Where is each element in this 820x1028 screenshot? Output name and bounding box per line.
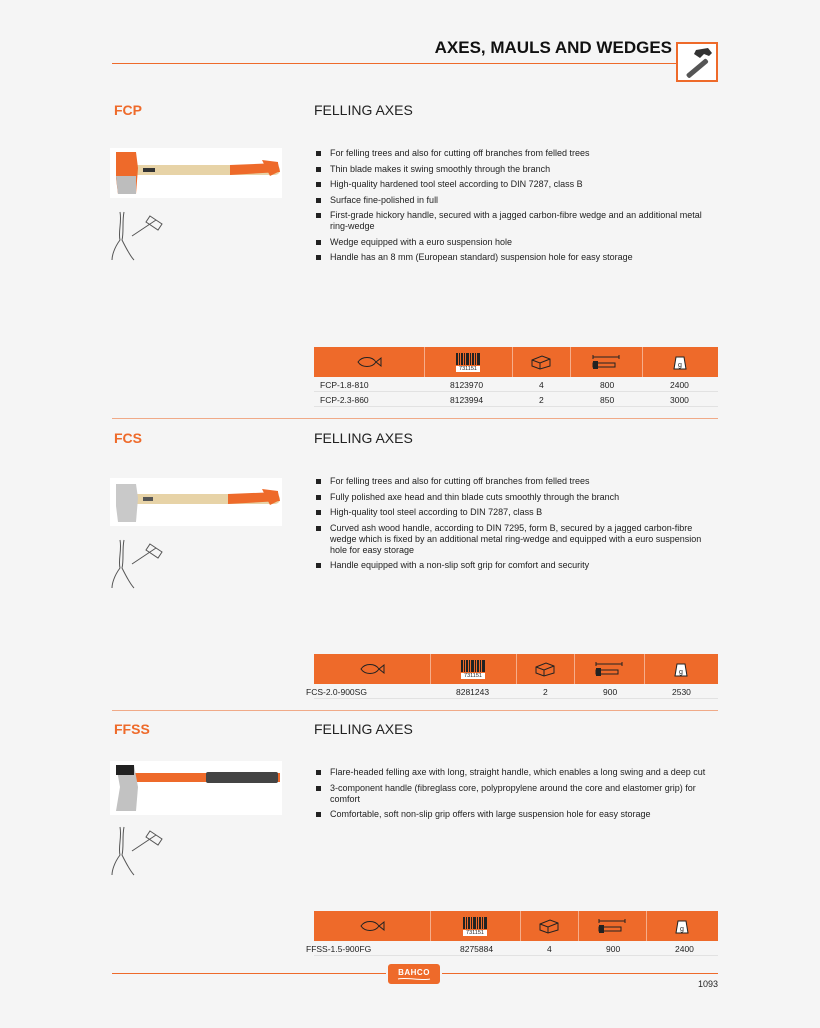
- felling-usage-sketch: [110, 538, 166, 590]
- feature-item: Comfortable, soft non-slip grip offers with large suspension hole for easy storage: [316, 809, 720, 820]
- table-row: [306, 684, 718, 699]
- barcode-icon: [430, 654, 516, 684]
- feature-item: High-quality tool steel according to DIN 7287, class B: [316, 507, 720, 518]
- length-value: 850: [600, 395, 615, 405]
- feature-item: Handle equipped with a non-slip soft grip for comfort and security: [316, 560, 720, 571]
- svg-text:g: g: [680, 926, 684, 933]
- section-subtitle: FELLING AXES: [314, 102, 413, 118]
- feature-item: Curved ash wood handle, according to DIN 7295, form B, secured by a jagged carbon-fibre wedge which is fixed by an additional metal ring-wedge and equipped with a euro suspension hole for easy storage: [316, 523, 720, 556]
- feature-item: Fully polished axe head and thin blade cuts smoothly through the branch: [316, 492, 720, 503]
- package-quantity: 2: [539, 395, 544, 405]
- package-quantity: 4: [547, 944, 552, 954]
- section-subtitle: FELLING AXES: [314, 430, 413, 446]
- feature-item: For felling trees and also for cutting off branches from felled trees: [316, 148, 720, 159]
- length-measure-icon: [578, 911, 646, 941]
- feature-item: Surface fine-polished in full: [316, 195, 720, 206]
- length-measure-icon: [570, 347, 642, 377]
- spec-table-header: [314, 911, 718, 941]
- feature-list: [316, 767, 720, 825]
- package-box-icon: [512, 347, 570, 377]
- feature-list: [316, 148, 720, 268]
- feature-item: Thin blade makes it swing smoothly through the branch: [316, 164, 720, 175]
- product-photo: [110, 148, 282, 198]
- fish-icon: [314, 654, 430, 684]
- section-divider: [112, 710, 718, 711]
- feature-item: Handle has an 8 mm (European standard) suspension hole for easy storage: [316, 252, 720, 263]
- article-number: FCP-2.3-860: [320, 395, 369, 405]
- feature-item: Wedge equipped with a euro suspension hole: [316, 237, 720, 248]
- section-subtitle: FELLING AXES: [314, 721, 413, 737]
- package-quantity: 4: [539, 380, 544, 390]
- feature-list: [316, 476, 720, 576]
- article-number: FFSS-1.5-900FG: [306, 944, 372, 954]
- article-number: FCP-1.8-810: [320, 380, 369, 390]
- product-code: FCP: [114, 102, 142, 118]
- barcode-number: 731151: [456, 366, 480, 372]
- ean-code: 8123994: [450, 395, 484, 405]
- spec-table: [306, 911, 718, 956]
- feature-item: For felling trees and also for cutting off branches from felled trees: [316, 476, 720, 487]
- feature-item: Flare-headed felling axe with long, straight handle, which enables a long swing and a deep cut: [316, 767, 720, 778]
- article-number: FCS-2.0-900SG: [306, 687, 367, 697]
- product-code: FFSS: [114, 721, 150, 737]
- length-value: 900: [603, 687, 618, 697]
- svg-text:g: g: [679, 669, 683, 676]
- spec-table: [306, 654, 718, 699]
- page-number: 1093: [697, 979, 718, 989]
- length-value: 800: [600, 380, 615, 390]
- weight-value: 2400: [675, 944, 694, 954]
- svg-text:g: g: [678, 362, 682, 369]
- feature-item: High-quality hardened tool steel according to DIN 7287, class B: [316, 179, 720, 190]
- product-photo: [110, 761, 282, 815]
- section-divider: [112, 418, 718, 419]
- barcode-number: 731151: [461, 673, 485, 679]
- table-row: [306, 941, 718, 956]
- fish-icon: [314, 347, 424, 377]
- package-box-icon: [520, 911, 578, 941]
- page-title: AXES, MAULS AND WEDGES: [434, 38, 672, 57]
- length-value: 900: [606, 944, 621, 954]
- weight-value: 3000: [670, 395, 689, 405]
- weight-icon: [644, 654, 718, 684]
- felling-usage-sketch: [110, 825, 166, 877]
- table-row: [314, 392, 718, 407]
- spec-table: [314, 347, 718, 407]
- length-measure-icon: [574, 654, 644, 684]
- ean-code: 8123970: [450, 380, 484, 390]
- feature-item: 3-component handle (fibreglass core, polypropylene around the core and elastomer grip) for comfort: [316, 783, 720, 805]
- hammer-icon: [676, 42, 718, 82]
- barcode-icon: [430, 911, 520, 941]
- header-rule: [112, 63, 678, 64]
- barcode-number: 731151: [463, 930, 487, 936]
- weight-value: 2400: [670, 380, 689, 390]
- weight-value: 2530: [672, 687, 691, 697]
- fish-icon: [314, 911, 430, 941]
- ean-code: 8281243: [456, 687, 490, 697]
- spec-table-header: [314, 654, 718, 684]
- bahco-logo: [386, 962, 442, 986]
- feature-item: First-grade hickory handle, secured with a jagged carbon-fibre wedge and an additional metal ring-wedge: [316, 210, 720, 232]
- ean-code: 8275884: [460, 944, 494, 954]
- table-row: [314, 377, 718, 392]
- weight-icon: [646, 911, 718, 941]
- barcode-icon: [424, 347, 512, 377]
- package-quantity: 2: [543, 687, 548, 697]
- package-box-icon: [516, 654, 574, 684]
- product-code: FCS: [114, 430, 142, 446]
- weight-icon: [642, 347, 718, 377]
- spec-table-header: [314, 347, 718, 377]
- product-photo: [110, 478, 282, 526]
- logo-text: BAHCO: [398, 967, 430, 977]
- felling-usage-sketch: [110, 210, 166, 262]
